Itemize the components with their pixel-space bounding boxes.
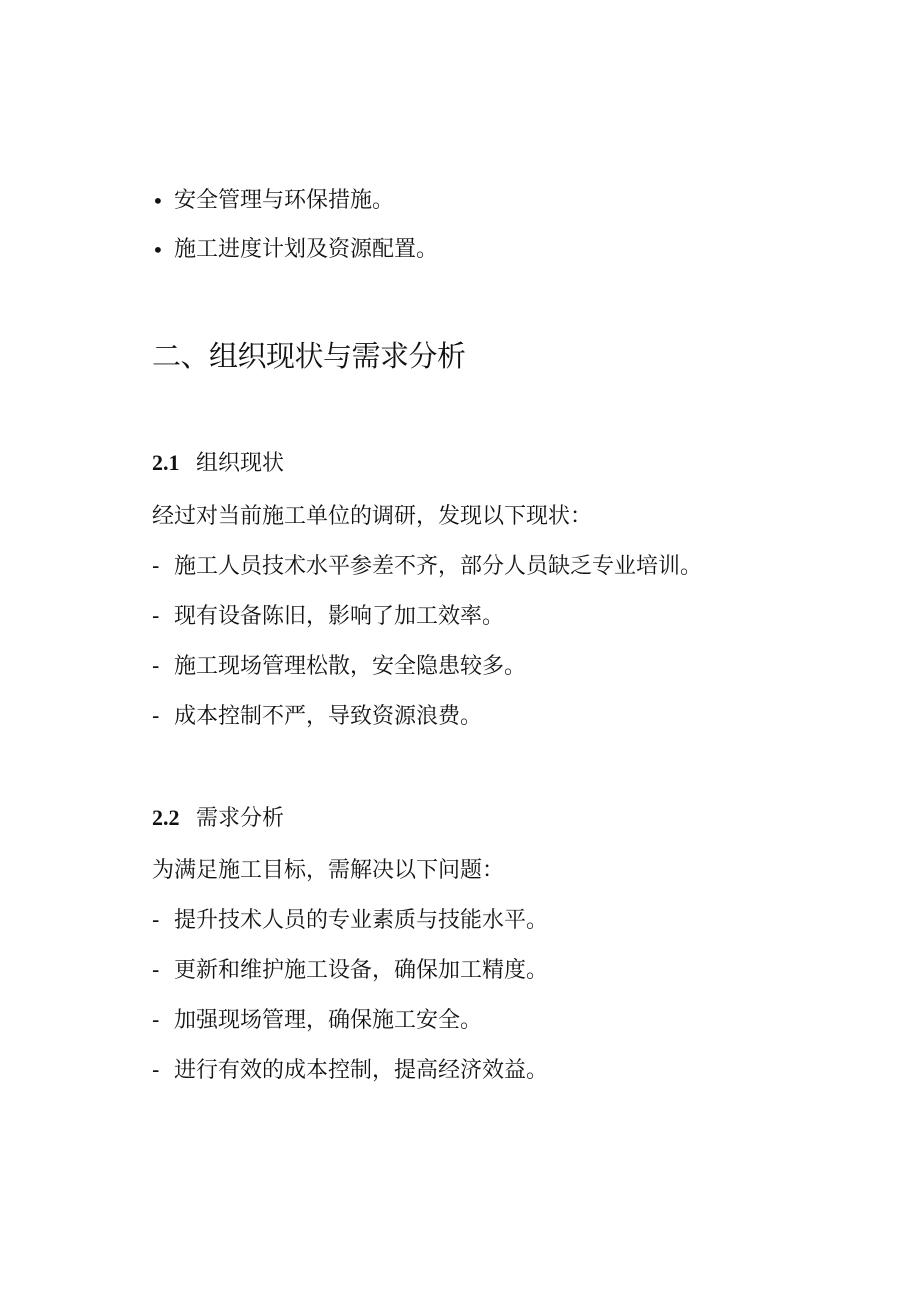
dash-marker: - bbox=[152, 1058, 160, 1083]
list-item-text: 加强现场管理，确保施工安全。 bbox=[174, 1008, 483, 1033]
list-item bbox=[152, 602, 504, 632]
list-item bbox=[152, 1056, 548, 1086]
bullet-dot: • bbox=[152, 238, 164, 262]
dash-marker: - bbox=[152, 704, 160, 729]
subsection-heading bbox=[152, 803, 284, 834]
subsection-title: 需求分析 bbox=[196, 806, 285, 831]
list-item bbox=[152, 652, 526, 682]
dash-marker: - bbox=[152, 604, 160, 629]
dash-marker: - bbox=[152, 958, 160, 983]
list-item bbox=[152, 956, 548, 986]
paragraph: 为满足施工目标，需解决以下问题： bbox=[152, 858, 505, 883]
bullet-text: 施工进度计划及资源配置。 bbox=[174, 237, 439, 262]
bullet-dot: • bbox=[152, 189, 164, 213]
subsection-number: 2.2 bbox=[152, 805, 180, 830]
list-item-text: 进行有效的成本控制，提高经济效益。 bbox=[174, 1058, 549, 1083]
list-item bbox=[152, 906, 548, 936]
list-item-text: 施工人员技术水平参差不齐，部分人员缺乏专业培训。 bbox=[174, 554, 703, 579]
list-item-text: 现有设备陈旧，影响了加工效率。 bbox=[174, 604, 505, 629]
dash-marker: - bbox=[152, 908, 160, 933]
list-item-text: 提升技术人员的专业素质与技能水平。 bbox=[174, 908, 549, 933]
dash-marker: - bbox=[152, 554, 160, 579]
list-item-text: 更新和维护施工设备，确保加工精度。 bbox=[174, 958, 549, 983]
list-item bbox=[152, 552, 702, 582]
list-item bbox=[152, 702, 482, 732]
section-heading: 二、组织现状与需求分析 bbox=[152, 339, 466, 373]
list-item-text: 成本控制不严，导致资源浪费。 bbox=[174, 704, 483, 729]
bullet-text: 安全管理与环保措施。 bbox=[174, 188, 395, 213]
list-item bbox=[152, 1006, 482, 1036]
dash-marker: - bbox=[152, 654, 160, 679]
dash-marker: - bbox=[152, 1008, 160, 1033]
list-item-text: 施工现场管理松散，安全隐患较多。 bbox=[174, 654, 527, 679]
subsection-title: 组织现状 bbox=[196, 451, 285, 476]
paragraph: 经过对当前施工单位的调研，发现以下现状： bbox=[152, 504, 593, 529]
subsection-heading bbox=[152, 448, 284, 479]
subsection-number: 2.1 bbox=[152, 450, 180, 475]
